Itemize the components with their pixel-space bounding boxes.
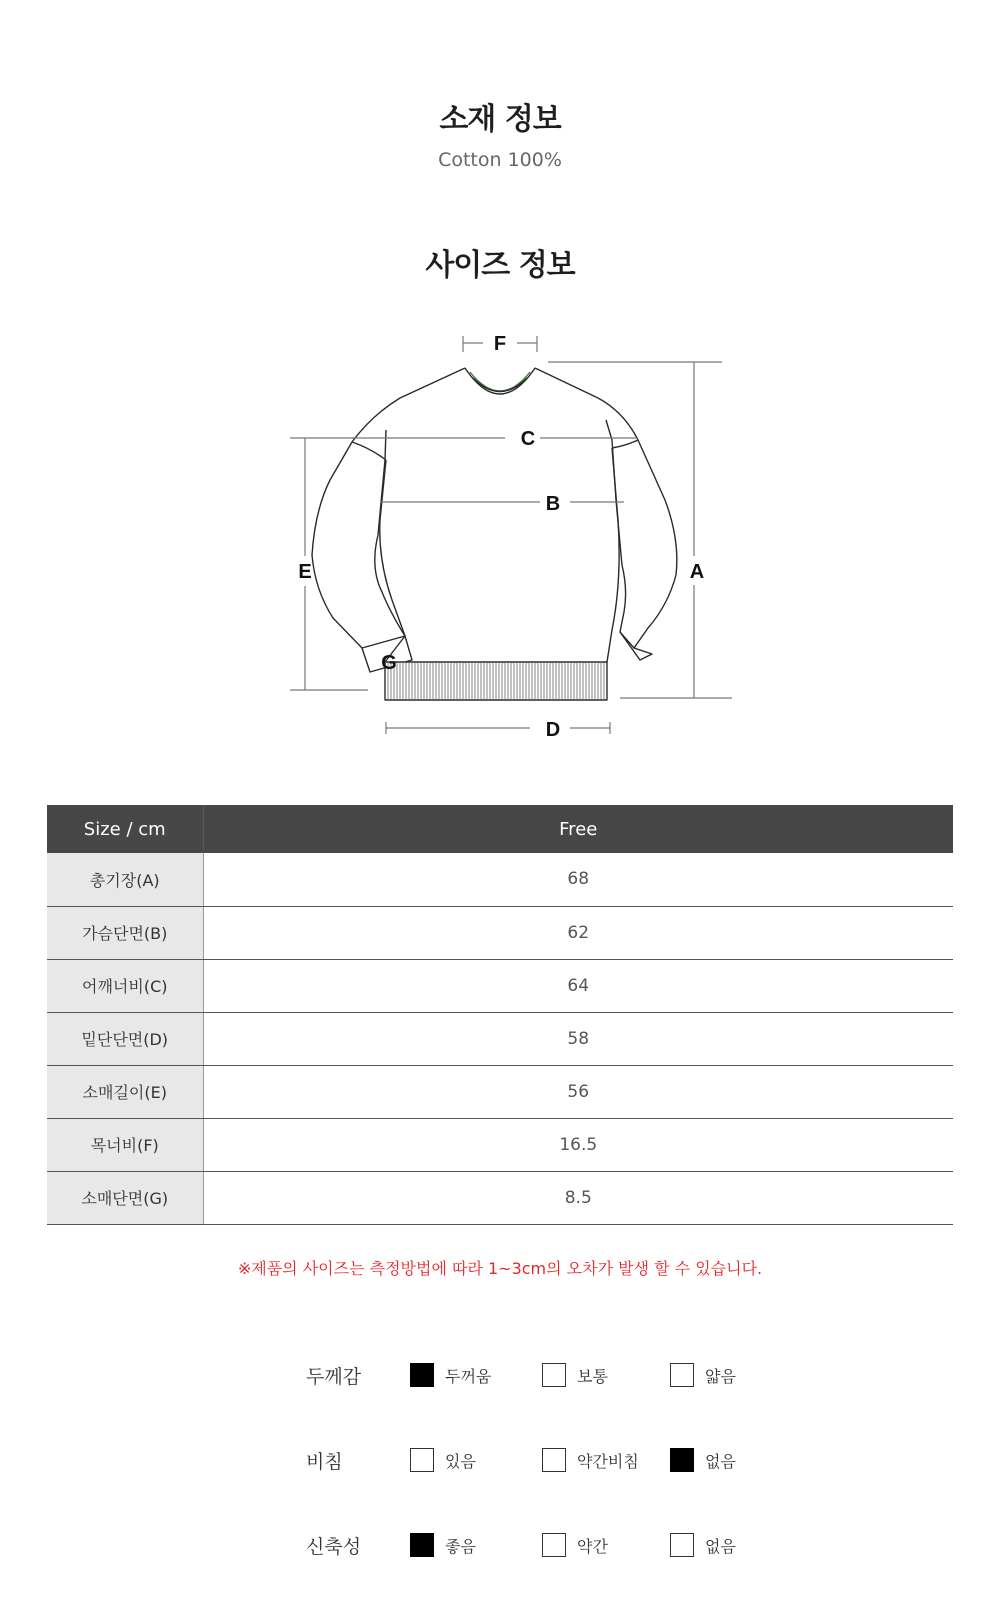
- table-row: [47, 1171, 953, 1224]
- label-d: D: [545, 719, 561, 741]
- size-notice: ※제품의 사이즈는 측정방법에 따라 1~3cm의 오차가 발생 할 수 있습니다.: [237, 1259, 763, 1278]
- empty-box-icon: [542, 1363, 566, 1387]
- table-header-row: [47, 805, 953, 853]
- attribute-option: [670, 1532, 736, 1558]
- table-row: [47, 906, 953, 959]
- label-b: B: [545, 493, 561, 515]
- size-table: [47, 805, 953, 1225]
- option-label: 없음: [705, 1451, 736, 1471]
- row-label: 가슴단면(B): [47, 906, 203, 959]
- material-value: Cotton 100%: [438, 149, 562, 171]
- row-label: 소매단면(G): [47, 1171, 203, 1224]
- checked-box-icon: [670, 1448, 694, 1472]
- row-label: 밑단단면(D): [47, 1012, 203, 1065]
- attribute-option: [542, 1362, 608, 1388]
- option-label: 얇음: [705, 1366, 736, 1386]
- table-header-size: Size / cm: [47, 805, 203, 853]
- row-label: 어깨너비(C): [47, 959, 203, 1012]
- label-g: G: [381, 652, 397, 674]
- label-f: F: [493, 333, 507, 355]
- option-label: 있음: [445, 1451, 476, 1471]
- row-value: 62: [203, 906, 953, 959]
- attribute-row: [0, 1530, 1000, 1560]
- empty-box-icon: [542, 1533, 566, 1557]
- table-row: [47, 1065, 953, 1118]
- label-e: E: [298, 561, 312, 583]
- option-label: 없음: [705, 1536, 736, 1556]
- empty-box-icon: [670, 1533, 694, 1557]
- row-value: 56: [203, 1065, 953, 1118]
- attribute-option: [670, 1447, 736, 1473]
- row-value: 58: [203, 1012, 953, 1065]
- table-row: [47, 1012, 953, 1065]
- checked-box-icon: [410, 1533, 434, 1557]
- attribute-option: [542, 1532, 608, 1558]
- empty-box-icon: [670, 1363, 694, 1387]
- option-label: 약간비침: [577, 1451, 639, 1471]
- option-label: 두꺼움: [445, 1366, 492, 1386]
- row-value: 8.5: [203, 1171, 953, 1224]
- table-header-free: Free: [203, 805, 953, 853]
- sweatshirt-size-diagram: [280, 318, 740, 748]
- table-row: [47, 853, 953, 906]
- attribute-option: [670, 1362, 736, 1388]
- attribute-name: 두께감: [306, 1366, 362, 1388]
- row-label: 목너비(F): [47, 1118, 203, 1171]
- table-row: [47, 959, 953, 1012]
- empty-box-icon: [410, 1448, 434, 1472]
- row-value: 64: [203, 959, 953, 1012]
- attribute-option: [410, 1362, 491, 1388]
- attribute-name: 신축성: [306, 1536, 362, 1558]
- attribute-option: [410, 1532, 476, 1558]
- attribute-row: [0, 1445, 1000, 1475]
- garment-outline: [312, 368, 677, 648]
- option-label: 좋음: [445, 1536, 476, 1556]
- checked-box-icon: [410, 1363, 434, 1387]
- label-c: C: [520, 428, 536, 450]
- option-label: 약간: [577, 1536, 608, 1556]
- material-title: 소재 정보: [439, 102, 561, 137]
- empty-box-icon: [542, 1448, 566, 1472]
- attribute-name: 비침: [306, 1451, 343, 1473]
- size-title: 사이즈 정보: [425, 248, 575, 283]
- label-a: A: [689, 561, 705, 583]
- option-label: 보통: [577, 1366, 608, 1386]
- row-value: 16.5: [203, 1118, 953, 1171]
- attribute-option: [542, 1447, 639, 1473]
- row-label: 총기장(A): [47, 853, 203, 906]
- table-row: [47, 1118, 953, 1171]
- row-value: 68: [203, 853, 953, 906]
- attribute-row: [0, 1360, 1000, 1390]
- attribute-option: [410, 1447, 476, 1473]
- row-label: 소매길이(E): [47, 1065, 203, 1118]
